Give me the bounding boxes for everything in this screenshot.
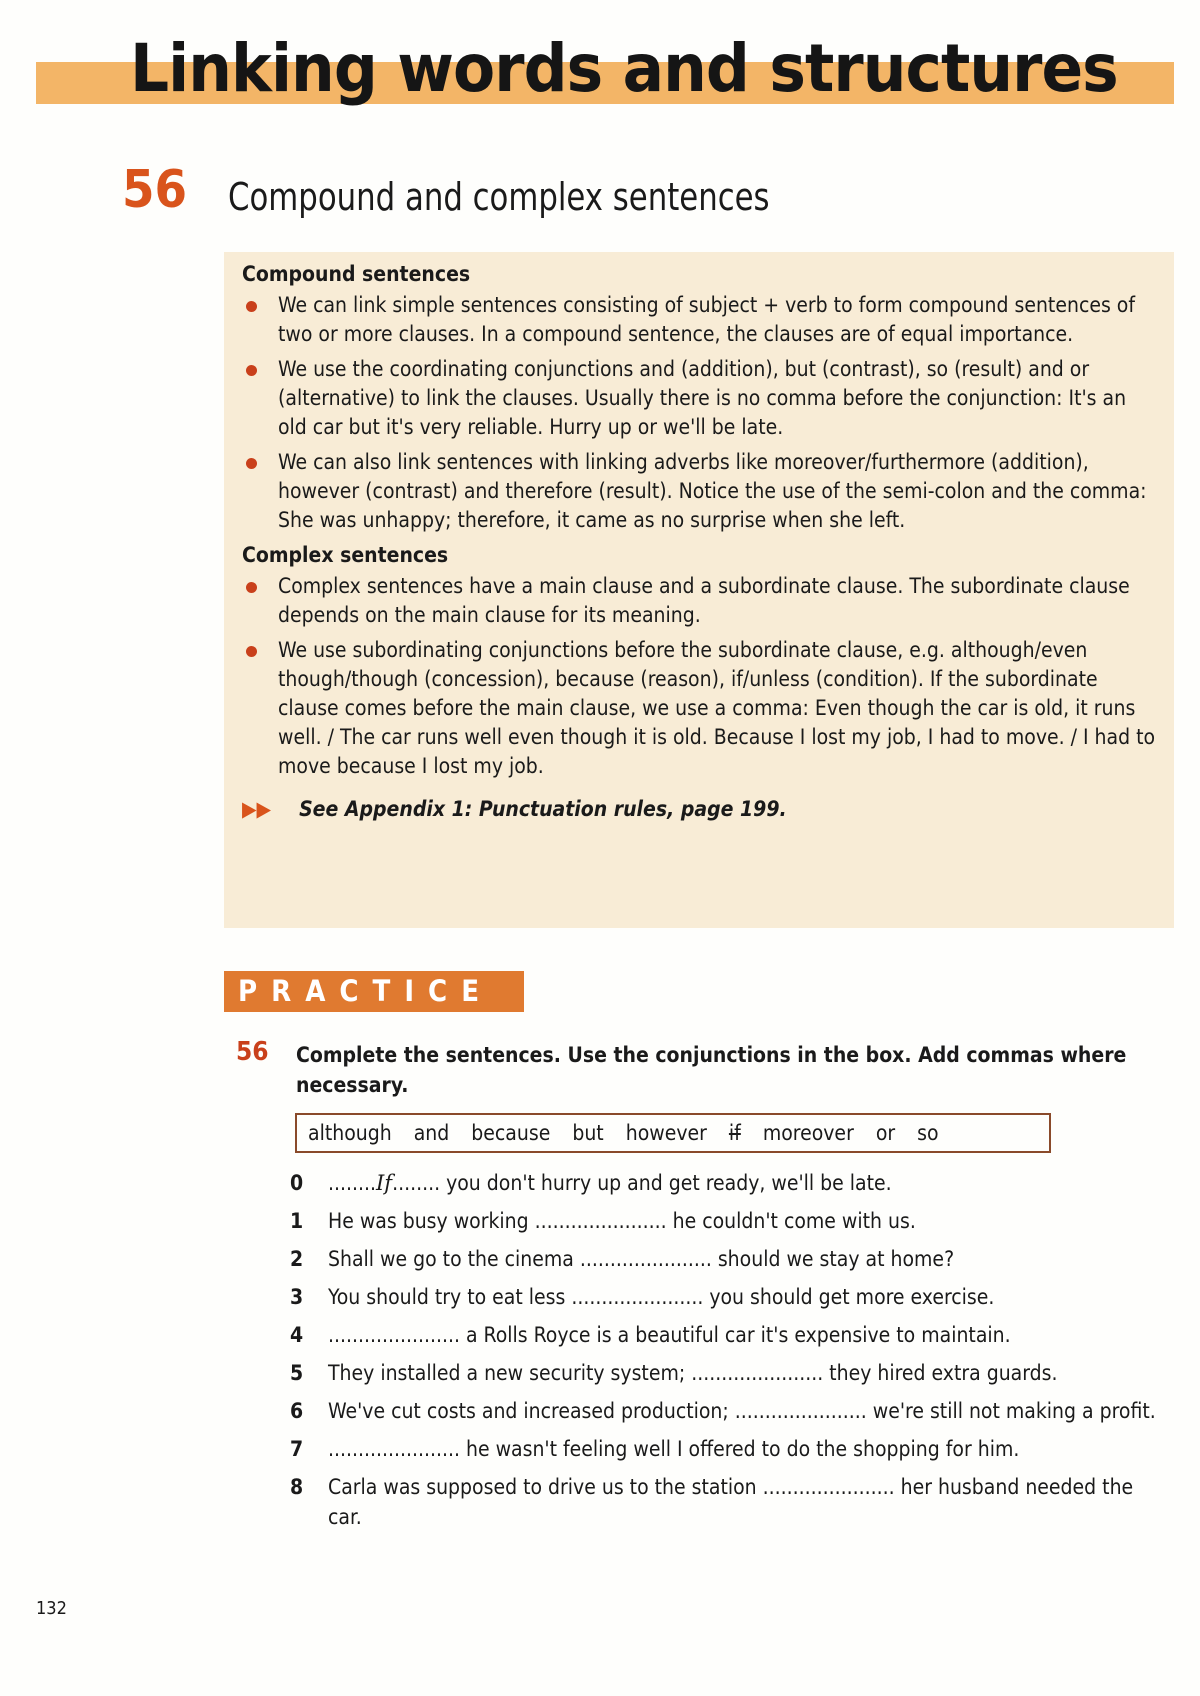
double-arrow-icon: ▶▶: [242, 797, 272, 821]
exercise-item: [290, 1320, 1160, 1350]
exercise-item: [290, 1206, 1160, 1236]
item-text-after: should we stay at home?: [711, 1247, 955, 1271]
exercise-items: [290, 1168, 1160, 1540]
grammar-box: [224, 252, 1174, 928]
item-number: 7: [290, 1437, 304, 1461]
item-number: 5: [290, 1361, 304, 1385]
compound-heading: Compound sentences: [242, 262, 471, 286]
item-text-before: We've cut costs and increased production;: [328, 1399, 735, 1423]
chapter-title: Linking words and structures: [130, 30, 1118, 107]
answer-blank[interactable]: ......................: [762, 1475, 895, 1499]
exercise-item: [290, 1434, 1160, 1464]
item-text-after: her husband needed the car.: [328, 1475, 1134, 1529]
item-text-before: Carla was supposed to drive us to the station: [328, 1475, 763, 1499]
bullet: We can link simple sentences consisting of subject + verb to form compound sentences of two or more clauses. In a compound sentence, the clauses are of equal importance.: [242, 291, 1160, 349]
item-number: 1: [290, 1209, 304, 1233]
word: so: [917, 1121, 939, 1145]
bullet: We can also link sentences with linking adverbs like moreover/furthermore (addition), however (contrast) and therefore (result). Notice the use of the semi-colon and the comma: She was unhappy; therefore, it came as no surprise when she left.: [242, 448, 1160, 535]
answer-blank[interactable]: ......................: [579, 1247, 712, 1271]
item-number: 6: [290, 1399, 304, 1423]
item-text-before: Shall we go to the cinema: [328, 1247, 580, 1271]
word: and: [413, 1121, 450, 1145]
word: moreover: [762, 1121, 854, 1145]
item-number: 0: [290, 1171, 304, 1195]
item-number: 4: [290, 1323, 304, 1347]
complex-heading: Complex sentences: [242, 543, 449, 567]
answer-text: If: [376, 1171, 393, 1195]
exercise-number: 56: [236, 1037, 269, 1067]
item-text-after: they hired extra guards.: [823, 1361, 1058, 1385]
exercise-item: [290, 1472, 1160, 1532]
bullet: Complex sentences have a main clause and a subordinate clause. The subordinate clause depends on the main clause for its meaning.: [242, 572, 1160, 630]
answer-blank[interactable]: ......................: [691, 1361, 824, 1385]
item-text-after: you should get more exercise.: [703, 1285, 995, 1309]
see-also: [242, 795, 1160, 824]
unit-title: Compound and complex sentences: [228, 175, 770, 219]
item-text-after: he wasn't feeling well I offered to do the shopping for him.: [459, 1437, 1020, 1461]
word: although: [308, 1121, 392, 1145]
word: or: [875, 1121, 896, 1145]
item-text-before: He was busy working: [328, 1209, 535, 1233]
answer-blank[interactable]: ........If........: [328, 1171, 441, 1195]
item-number: 3: [290, 1285, 304, 1309]
item-text-after: he couldn't come with us.: [666, 1209, 916, 1233]
answer-blank[interactable]: ......................: [534, 1209, 667, 1233]
page-number: 132: [36, 1598, 67, 1619]
unit-number: 56: [122, 160, 188, 220]
item-text-before: They installed a new security system;: [328, 1361, 692, 1385]
exercise-instruction: Complete the sentences. Use the conjunctions in the box. Add commas where necessary.: [296, 1043, 1127, 1097]
item-number: 8: [290, 1475, 304, 1499]
bullet: We use the coordinating conjunctions and (addition), but (contrast), so (result) and or (alternative) to link the clauses. Usually there is no comma before the conjunction: It's an old car but it's very reliable. Hurry up or we'll be late.: [242, 355, 1160, 442]
word-used: if: [728, 1121, 741, 1145]
exercise-item: [290, 1396, 1160, 1426]
see-also-text: See Appendix 1: Punctuation rules, page 199.: [299, 797, 787, 821]
exercise-item: [290, 1282, 1160, 1312]
exercise-item: [290, 1168, 1160, 1198]
answer-blank[interactable]: ......................: [328, 1323, 460, 1347]
word: but: [572, 1121, 604, 1145]
item-text-after: a Rolls Royce is a beautiful car it's expensive to maintain.: [459, 1323, 1011, 1347]
exercise-item: [290, 1244, 1160, 1274]
exercise-item: [290, 1358, 1160, 1388]
answer-blank[interactable]: ......................: [734, 1399, 867, 1423]
word: however: [625, 1121, 707, 1145]
item-number: 2: [290, 1247, 304, 1271]
bullet: We use subordinating conjunctions before the subordinate clause, e.g. although/even though/though (concession), because (reason), if/unless (condition). If the subordinate clause comes before the main clause, we use a comma: Even though the car is old, it runs well. / The car runs well even though it is old. Because I lost my job, I had to move. / I had to move because I lost my job.: [242, 636, 1160, 781]
answer-blank[interactable]: ......................: [328, 1437, 460, 1461]
item-text-after: we're still not making a profit.: [866, 1399, 1156, 1423]
item-text-after: you don't hurry up and get ready, we'll be late.: [440, 1171, 892, 1195]
word: because: [471, 1121, 551, 1145]
word-box: [295, 1113, 1051, 1153]
answer-blank[interactable]: ......................: [571, 1285, 704, 1309]
item-text-before: You should try to eat less: [328, 1285, 572, 1309]
practice-label: PRACTICE: [224, 971, 524, 1012]
